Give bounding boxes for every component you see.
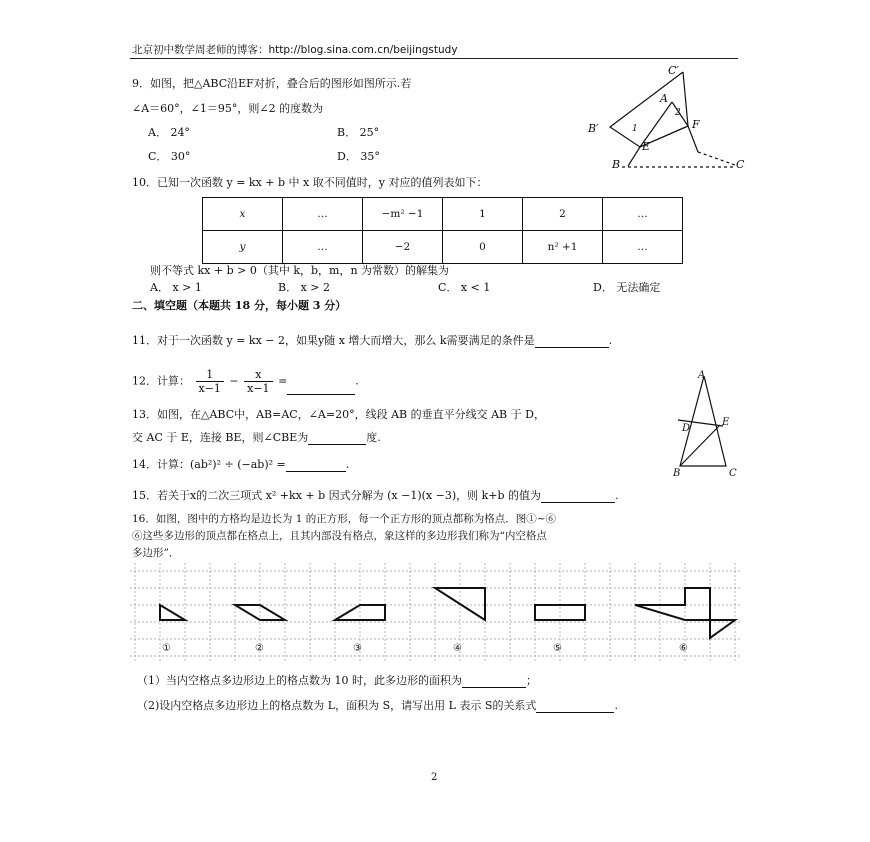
q12-f2-den: x−1 (247, 382, 270, 395)
header-rule (130, 58, 738, 59)
q14-text: 14．计算：(ab²)² ÷ (−ab)² = (132, 458, 286, 471)
q9-label-2: 2 (675, 108, 681, 118)
grid-label-1: ① (162, 643, 171, 654)
table-cell: n² +1 (523, 231, 603, 264)
q16-line1: 16．如图，图中的方格均是边长为 1 的正方形，每一个正方形的顶点都称为格点．图①~⑥ (132, 513, 557, 525)
q9-line1: 9．如图，把△ABC沿EF对折，叠合后的图形如图所示.若 (132, 77, 412, 90)
q12-minus: − (229, 374, 239, 388)
q11-period: . (608, 334, 613, 347)
q12-fraction-1 (196, 368, 224, 395)
q9-label-1: 1 (632, 124, 638, 134)
q9-label-cprime: C′ (668, 64, 679, 77)
q13-label-c: C (729, 468, 737, 479)
q13-label-d: D (682, 423, 691, 434)
table-cell: y (203, 231, 283, 264)
q11-line (132, 332, 612, 348)
q9-label-bprime: B′ (588, 122, 599, 135)
q16-sub2-text: （2)设内空格点多边形边上的格点数为 L，面积为 S，请写出用 L 表示 S的关系式 (137, 699, 537, 712)
q9-figure (580, 60, 755, 175)
page-number: 2 (431, 772, 438, 783)
q16-grid-figure (125, 558, 745, 666)
q10-line2: 则不等式 kx + b > 0（其中 k，b，m，n 为常数）的解集为 (150, 264, 450, 277)
q14-line (132, 456, 349, 472)
table-cell: 2 (523, 198, 603, 231)
q15-text: 15．若关于x的二次三项式 x² +kx + b 因式分解为 (x −1)(x −3)，则 k+b 的值为 (132, 489, 542, 502)
grid-label-6: ⑥ (679, 643, 688, 654)
q9-option-b: B． 25° (337, 126, 380, 139)
polygon-1 (160, 605, 185, 620)
q11-text: 11．对于一次函数 y = kx − 2，如果y随 x 增大而增大，那么 k需要满足的条件是 (132, 334, 535, 347)
q9-label-a: A (660, 92, 668, 105)
q13-label-b: B (673, 468, 681, 479)
q14-answer-blank[interactable] (286, 459, 346, 472)
q13-label-a: A (698, 370, 706, 381)
q15-answer-blank[interactable] (541, 490, 615, 503)
q16-sub2-period: . (614, 699, 618, 712)
q9-option-d: D． 35° (337, 150, 380, 163)
grid-label-2: ② (255, 643, 264, 654)
q12-answer-blank[interactable] (287, 382, 355, 395)
q10-value-table (202, 197, 683, 264)
q9-label-e: E (642, 140, 651, 153)
q16-line2: ⑥这些多边形的顶点都在格点上，且其内部没有格点，象这样的多边形我们称为“内空格点 (132, 530, 547, 542)
table-cell: −2 (363, 231, 443, 264)
q10-line1: 10．已知一次函数 y = kx + b 中 x 取不同值时，y 对应的值列表如下： (132, 176, 488, 189)
q16-sub1-end: ； (526, 674, 537, 687)
q13-line1: 13．如图，在△ABC中，AB=AC，∠A=20°，线段 AB 的垂直平分线交 AB 于 D， (132, 408, 545, 421)
section-title-fill-in: 二、填空题（本题共 18 分，每小题 3 分） (132, 299, 347, 312)
table-cell: … (283, 198, 363, 231)
table-cell: … (603, 231, 683, 264)
q12-fraction-2 (244, 368, 272, 395)
q9-option-a: A． 24° (148, 126, 190, 139)
q13-label-e: E (722, 417, 730, 428)
q12-f1-num: 1 (196, 368, 224, 382)
q10-option-d: D． 无法确定 (593, 281, 661, 294)
q13-line2-end: 度. (366, 431, 381, 444)
table-cell: 0 (443, 231, 523, 264)
q13-answer-blank[interactable] (308, 432, 366, 445)
q13-figure (668, 368, 748, 480)
grid-lines (130, 563, 740, 663)
q9-option-c: C． 30° (148, 150, 191, 163)
table-cell: 1 (443, 198, 523, 231)
q12-f2-num: x (244, 368, 272, 382)
page-header: 北京初中数学周老师的博客：http://blog.sina.com.cn/beijingstudy (132, 44, 458, 56)
q13-line2 (132, 429, 381, 445)
table-cell: −m² −1 (363, 198, 443, 231)
grid-label-3: ③ (353, 643, 362, 654)
grid-label-5: ⑤ (553, 643, 562, 654)
q15-line (132, 487, 619, 503)
q9-line2: ∠A＝60°，∠1＝95°，则∠2 的度数为 (132, 102, 324, 115)
q15-period: . (615, 489, 619, 502)
grid-label-4: ④ (453, 643, 462, 654)
q14-period: . (345, 458, 350, 471)
table-cell: x (203, 198, 283, 231)
q9-label-b: B (612, 158, 621, 171)
q16-sub2-answer-blank[interactable] (536, 700, 614, 713)
q13-line2-text: 交 AC 于 E，连接 BE，则∠CBE为 (132, 431, 309, 444)
q16-sub2 (137, 697, 618, 713)
q12-period: . (355, 374, 359, 388)
table-row (203, 231, 683, 264)
q16-line3: 多边形”． (132, 547, 180, 559)
table-cell: … (283, 231, 363, 264)
q10-option-a: A． x > 1 (150, 281, 202, 294)
q16-sub1 (137, 672, 537, 688)
table-row (203, 198, 683, 231)
q10-option-c: C． x < 1 (438, 281, 491, 294)
q12-prefix: 12．计算： (132, 374, 190, 388)
q9-label-c: C (736, 158, 745, 171)
q16-sub1-text: （1）当内空格点多边形边上的格点数为 10 时，此多边形的面积为 (137, 674, 462, 687)
q11-answer-blank[interactable] (535, 335, 609, 348)
table-cell: … (603, 198, 683, 231)
q12-f1-den: x−1 (198, 382, 221, 395)
q12-line (132, 368, 359, 395)
q10-option-b: B． x > 2 (278, 281, 330, 294)
q12-equals: = (278, 374, 288, 388)
q9-label-f: F (692, 118, 700, 131)
q16-sub1-answer-blank[interactable] (462, 675, 526, 688)
